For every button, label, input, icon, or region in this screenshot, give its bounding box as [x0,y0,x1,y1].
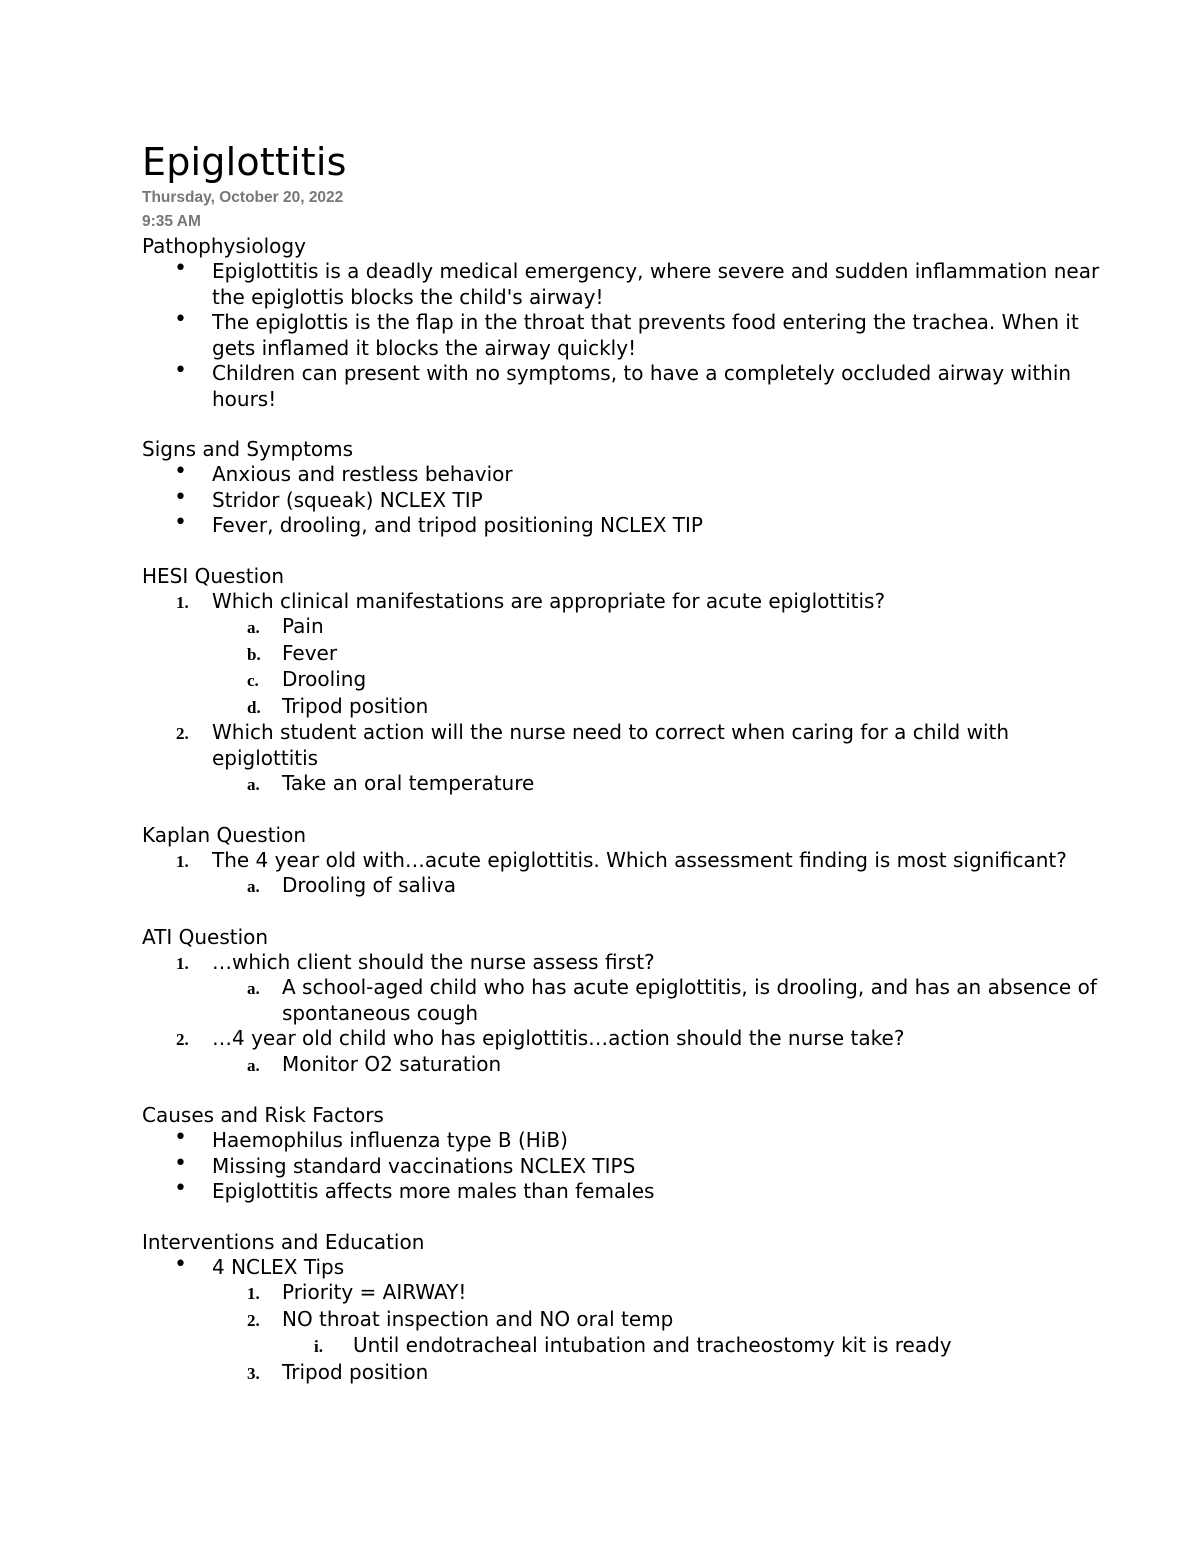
tip-item [142,1307,1102,1334]
answer-text: Take an oral temperature [282,771,535,795]
tip-text: Tripod position [282,1359,429,1384]
question-item [142,848,1102,874]
list-item-text: Missing standard vaccinations NCLEX TIPS [212,1153,636,1178]
list-item [142,1150,1102,1180]
section-heading-kaplan: Kaplan Question [142,822,307,847]
bullet-marker: • [174,1251,187,1277]
question-item [142,1026,1102,1052]
answer-text: Drooling of saliva [282,873,457,897]
list-item [142,484,1102,514]
answer-item [142,975,1102,1026]
answer-item [142,694,1102,721]
bullet-marker: • [174,484,187,510]
bullet-marker: • [174,1150,187,1176]
answer-text: Pain [282,614,324,638]
list-item [142,1125,1102,1154]
list-item-text: Epiglottitis is a deadly medical emergency, where severe and sudden inflammation near the epiglottis blocks the child's airway! [212,259,1100,309]
question-item [142,950,1102,976]
section-heading-hesi: HESI Question [142,563,285,588]
tip-text: NO throat inspection and NO oral temp [282,1306,674,1331]
number-marker: 2. [176,1030,189,1049]
list-item-text: 4 NCLEX Tips [212,1254,345,1279]
list-item-text: Anxious and restless behavior [212,462,513,486]
answer-item [142,641,1102,668]
bullet-marker: • [174,459,187,484]
roman-marker: i. [314,1337,323,1356]
letter-marker: b. [247,644,261,664]
answer-text: Monitor O2 saturation [282,1051,502,1076]
bullet-marker: • [174,1125,187,1150]
list-item [142,358,1102,412]
answer-text: A school-aged child who has acute epiglottitis, is drooling, and has an absence of spontaneous cough [282,975,1097,1025]
subtip-item [142,1333,1102,1360]
number-marker: 1. [247,1284,260,1303]
letter-marker: c. [247,671,259,690]
note-date: Thursday, October 20, 2022 [142,189,344,206]
list-item-text: The epiglottis is the flap in the throat that prevents food entering the trachea. When it gets inflamed it blocks the airway quickly! [212,310,1079,360]
note-page [142,138,1102,1386]
answer-item [142,614,1102,641]
bullet-marker: • [174,358,187,383]
note-time: 9:35 AM [142,213,201,230]
answer-item [142,771,1102,798]
answer-text: Tripod position [282,693,429,718]
list-item [142,256,1102,310]
number-marker: 1. [176,851,189,871]
section-heading-ati: ATI Question [142,924,269,949]
number-marker: 3. [247,1363,260,1383]
letter-marker: a. [247,1055,260,1075]
question-text: Which student action will the nurse need to correct when caring for a child with epiglottitis [212,720,1010,770]
bullet-marker: • [174,1176,187,1201]
letter-marker: a. [247,979,260,998]
list-item [142,510,1102,539]
tip-item [142,1280,1102,1307]
list-item-text: Children can present with no symptoms, to have a completely occluded airway within hours! [212,361,1072,411]
answer-item [142,667,1102,694]
list-item [142,1251,1102,1281]
number-marker: 2. [247,1310,260,1330]
letter-marker: d. [247,697,261,717]
section-heading-pathophysiology: Pathophysiology [142,234,306,258]
answer-text: Drooling [282,667,367,691]
question-item [142,720,1102,771]
tip-item [142,1360,1102,1387]
letter-marker: a. [247,877,260,896]
question-text: …which client should the nurse assess first? [212,949,655,974]
question-text: Which clinical manifestations are appropriate for acute epiglottitis? [212,588,886,613]
question-text: The 4 year old with…acute epiglottitis. Which assessment finding is most significant? [212,847,1067,872]
question-text: …4 year old child who has epiglottitis…action should the nurse take? [212,1026,905,1050]
section-heading-causes: Causes and Risk Factors [142,1103,384,1127]
bullet-marker: • [174,307,187,332]
page-title: Epiglottitis [142,140,347,184]
number-marker: 2. [176,724,189,743]
list-item-text: Haemophilus influenza type B (HiB) [212,1128,568,1152]
number-marker: 1. [176,592,189,612]
list-item [142,1176,1102,1205]
letter-marker: a. [247,775,260,794]
answer-item [142,873,1102,900]
bullet-marker: • [174,510,187,535]
bullet-marker: • [174,256,187,281]
list-item [142,307,1102,361]
section-heading-interventions: Interventions and Education [142,1229,425,1254]
answer-text: Fever [282,640,338,665]
list-item [142,459,1102,488]
section-heading-signs: Signs and Symptoms [142,437,354,461]
answer-item [142,1052,1102,1079]
letter-marker: a. [247,618,260,637]
list-item-text: Fever, drooling, and tripod positioning NCLEX TIP [212,513,703,537]
number-marker: 1. [176,953,189,973]
tip-text: Priority = AIRWAY! [282,1280,467,1304]
list-item-text: Stridor (squeak) NCLEX TIP [212,487,483,512]
question-item [142,589,1102,615]
list-item-text: Epiglottitis affects more males than females [212,1179,655,1203]
subtip-text: Until endotracheal intubation and tracheostomy kit is ready [353,1333,952,1357]
